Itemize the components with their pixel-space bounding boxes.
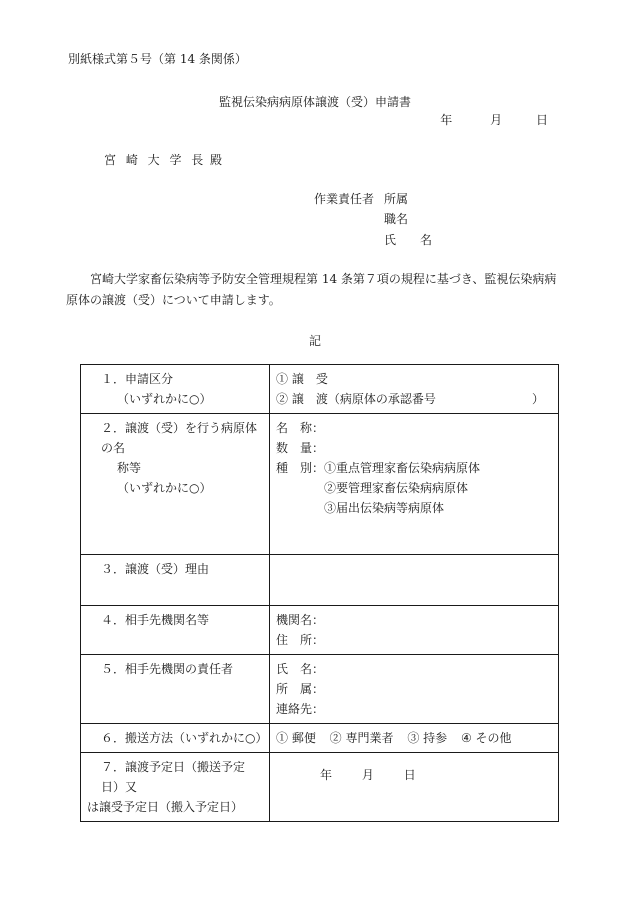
counterparty-org-field[interactable]: 機関名： [276, 613, 325, 627]
category-value-cell[interactable] [270, 365, 559, 414]
responsible-name-field[interactable]: 氏 名： [276, 662, 325, 676]
table-row-counterparty [81, 606, 559, 655]
pathogen-label-2: 称等 [117, 461, 142, 475]
date-day: 日 [535, 113, 548, 127]
table-row-reason [81, 555, 559, 606]
counterparty-label-cell [81, 606, 270, 655]
reason-label: ３．譲渡（受）理由 [101, 562, 210, 576]
pathogen-note: （いずれかに○） [117, 481, 212, 495]
reason-label-cell [81, 555, 270, 606]
table-row-pathogen [81, 414, 559, 555]
reason-value-cell[interactable] [270, 555, 559, 606]
transport-option-mail[interactable]: ① 郵便 [276, 731, 316, 745]
form-number: 別紙様式第５号（第 14 条関係） [68, 52, 247, 66]
option-receive[interactable]: ① 譲 受 [276, 372, 328, 386]
schedule-day: 日 [403, 768, 416, 782]
pathogen-label-cell [81, 414, 270, 555]
table-row-responsible [81, 655, 559, 724]
counterparty-addr-field[interactable]: 住 所： [276, 633, 325, 647]
responsible-contact-field[interactable]: 連絡先： [276, 702, 325, 716]
transport-option-other[interactable]: ④ その他 [460, 731, 512, 745]
option-transfer-close: ） [531, 392, 544, 406]
table-row-schedule [81, 753, 559, 822]
pathogen-name-field[interactable]: 名 称： [276, 421, 325, 435]
addressee: 宮 崎 大 学 長 [104, 153, 207, 167]
responsible-label-cell [81, 655, 270, 724]
option-transfer[interactable] [276, 389, 552, 409]
table-row-transport [81, 724, 559, 753]
applicant-position: 職名 [384, 212, 409, 226]
option-transfer-label: ② 譲 渡（病原体の承認番号 [276, 392, 436, 406]
applicant-affiliation: 所属 [384, 192, 409, 206]
pathogen-kind-3[interactable]: ③届出伝染病等病原体 [324, 501, 445, 515]
pathogen-label-1: ２．譲渡（受）を行う病原体の名 [101, 421, 258, 455]
responsible-aff-field[interactable]: 所 属： [276, 682, 325, 696]
pathogen-kind-field[interactable]: 種 別：①重点管理家畜伝染病病原体 [276, 461, 481, 475]
schedule-year: 年 [320, 768, 333, 782]
transport-option-handcarry[interactable]: ③ 持参 [407, 731, 448, 745]
body-text: 宮崎大学家畜伝染病等予防安全管理規程第 14 条第７項の規程に基づき、監視伝染病病原体の譲渡（受）について申請します。 [66, 272, 557, 307]
responsible-value-cell[interactable] [270, 655, 559, 724]
counterparty-value-cell[interactable] [270, 606, 559, 655]
date-month: 月 [490, 113, 503, 127]
table-row-category [81, 365, 559, 414]
date-year: 年 [440, 113, 453, 127]
category-label: １．申請区分 [101, 372, 174, 386]
addressee-honorific: 殿 [210, 153, 223, 167]
transport-label-cell [81, 724, 270, 753]
counterparty-label: ４．相手先機関名等 [101, 613, 210, 627]
schedule-value-cell[interactable] [270, 753, 559, 822]
category-label-cell [81, 365, 270, 414]
pathogen-qty-field[interactable]: 数 量： [276, 441, 325, 455]
schedule-label-1: ７．譲渡予定日（搬送予定日）又 [101, 760, 246, 794]
transport-option-courier[interactable]: ② 専門業者 [329, 731, 394, 745]
application-table [80, 364, 559, 822]
page-title: 監視伝染病病原体譲渡（受）申請書 [218, 95, 411, 109]
transport-value-cell[interactable] [270, 724, 559, 753]
header-date [440, 111, 548, 128]
schedule-label-cell [81, 753, 270, 822]
ki-heading: 記 [308, 334, 321, 348]
schedule-label-2: は譲受予定日（搬入予定日） [87, 800, 244, 814]
category-note: （いずれかに○） [117, 392, 212, 406]
applicant-name: 氏 名 [384, 233, 433, 247]
pathogen-value-cell[interactable] [270, 414, 559, 555]
pathogen-kind-2[interactable]: ②要管理家畜伝染病病原体 [324, 481, 469, 495]
schedule-month: 月 [361, 768, 374, 782]
transport-label: ６．搬送方法（いずれかに○） [101, 731, 268, 745]
applicant-label: 作業責任者 [314, 192, 375, 206]
responsible-label: ５．相手先機関の責任者 [101, 662, 234, 676]
